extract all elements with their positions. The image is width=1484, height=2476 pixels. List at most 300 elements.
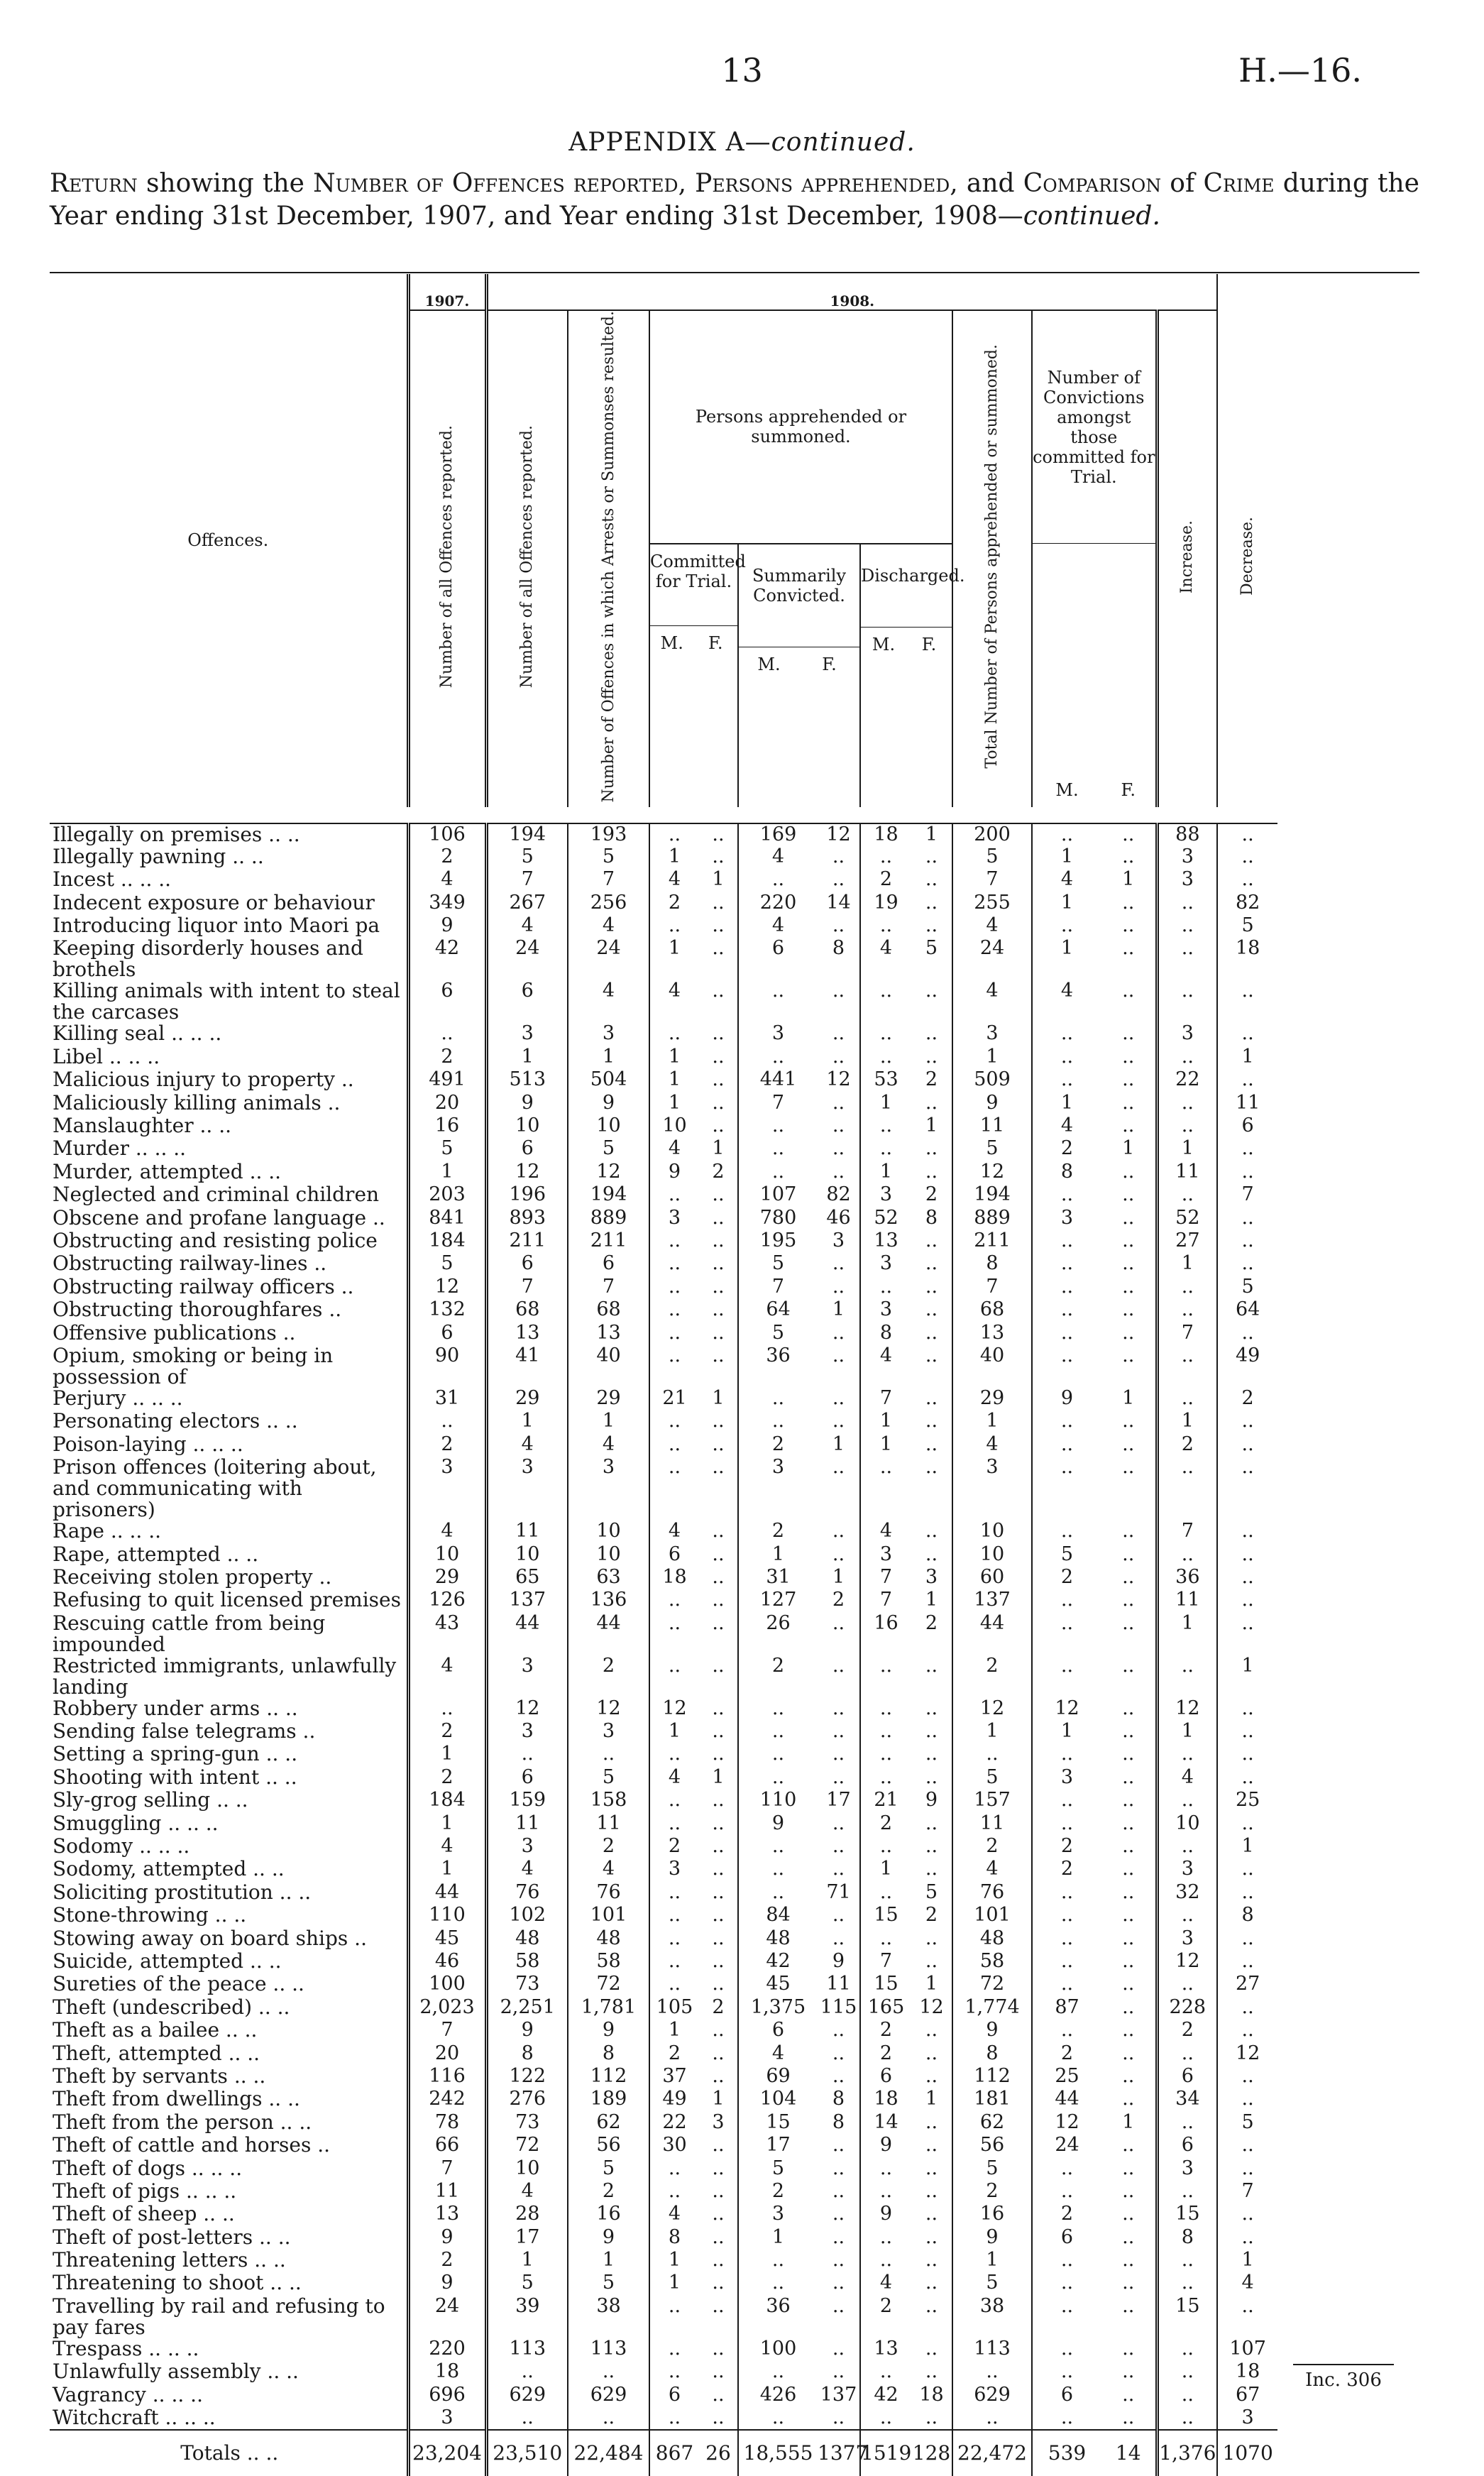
cell-value: .. xyxy=(860,1836,911,1858)
cell-value: 1 xyxy=(1217,2250,1277,2272)
cell-value: 184 xyxy=(408,1790,486,1812)
cell-value: 8 xyxy=(832,2110,845,2133)
cell-value: 1 xyxy=(1157,1253,1217,1276)
cell-value: .. xyxy=(1157,1544,1217,1567)
cell-value: 4 xyxy=(860,938,911,980)
cell-value: 4 xyxy=(568,1858,649,1881)
cell-value: 3 xyxy=(1157,1928,1217,1951)
cell-value: 107 xyxy=(738,1184,818,1207)
cell-value: .. xyxy=(925,2294,938,2317)
cell-value: 4 xyxy=(408,869,486,892)
cell-value: 10 xyxy=(952,1544,1032,1567)
offence-name: Unlawfully assembly .. .. xyxy=(53,2360,299,2384)
cell-value: 4 xyxy=(738,915,818,938)
offence-name: Sly-grog selling .. .. xyxy=(53,1788,248,1812)
cell-value: .. xyxy=(649,1951,699,1973)
cell-value: .. xyxy=(925,2203,938,2225)
cell-value: .. xyxy=(1122,2272,1135,2294)
cell-value: 4 xyxy=(408,1655,486,1698)
cell-value: .. xyxy=(925,1949,938,1972)
cell-value: 48 xyxy=(486,1928,568,1951)
table-row xyxy=(50,2361,1419,2384)
cell-value: 19 xyxy=(860,892,911,915)
table-row xyxy=(50,1951,1419,1973)
offence-name: Threatening letters .. .. xyxy=(53,2248,286,2272)
cell-value: .. xyxy=(832,1160,845,1183)
cell-value: .. xyxy=(832,2272,845,2294)
cell-value: 90 xyxy=(408,1345,486,1388)
cell-value: 3 xyxy=(860,1544,911,1567)
cell-value: .. xyxy=(925,845,938,867)
cell-value: 3 xyxy=(860,1299,911,1322)
cell-value: 16 xyxy=(860,1613,911,1655)
cell-value: 4 xyxy=(860,2272,911,2295)
cell-value: 3 xyxy=(860,1253,911,1276)
cell-value: 2 xyxy=(1032,1836,1101,1858)
cell-value: .. xyxy=(925,2360,938,2383)
cell-value: .. xyxy=(712,2203,725,2225)
header-conv-f: F. xyxy=(1101,544,1157,807)
cell-value: .. xyxy=(486,2361,568,2384)
cell-value: .. xyxy=(1157,1743,1217,1766)
cell-value: 1 xyxy=(925,823,938,845)
cell-value: .. xyxy=(1157,1046,1217,1069)
cell-value: 4 xyxy=(486,1434,568,1457)
table-row xyxy=(50,2043,1419,2066)
offence-name: Libel .. .. .. xyxy=(53,1044,160,1068)
cell-value: .. xyxy=(1217,2227,1277,2250)
cell-value: .. xyxy=(738,2407,818,2430)
cell-value: 1377 xyxy=(818,2430,860,2476)
table-row xyxy=(50,1858,1419,1881)
cell-value: 9 xyxy=(408,2227,486,2250)
cell-value: .. xyxy=(925,1022,938,1045)
cell-value: .. xyxy=(925,1091,938,1114)
offence-name: Theft of post-letters .. .. xyxy=(53,2225,291,2249)
cell-value: 5 xyxy=(1217,2112,1277,2135)
cell-value: 42 xyxy=(408,938,486,980)
cell-value: 1,774 xyxy=(952,1997,1032,2020)
cell-value: 3 xyxy=(568,1721,649,1743)
cell-value: 9 xyxy=(832,1949,845,1972)
cell-value: .. xyxy=(925,2272,938,2294)
cell-value: .. xyxy=(712,1344,725,1366)
return-heading: Return showing the Number of Offences reported, Persons apprehended, and Comparison of Crime during the Year ending 31st December, 1907, and Year ending 31st December, 1908—continued. xyxy=(50,169,1419,231)
cell-value: 1,781 xyxy=(568,1997,649,2020)
cell-value: .. xyxy=(1157,1345,1217,1388)
cell-value: .. xyxy=(649,1613,699,1655)
cell-value: 4 xyxy=(486,2181,568,2203)
offence-name: Murder .. .. .. xyxy=(53,1136,187,1161)
table-row xyxy=(50,1928,1419,1951)
cell-value: 1 xyxy=(712,868,725,891)
cell-value: .. xyxy=(1122,1022,1135,1045)
cell-value: .. xyxy=(860,2407,911,2430)
cell-value: .. xyxy=(1217,1253,1277,1276)
cell-value: .. xyxy=(832,1321,845,1344)
cell-value: .. xyxy=(712,1949,725,1972)
cell-value: 39 xyxy=(486,2296,568,2338)
cell-value: .. xyxy=(1157,2043,1217,2066)
cell-value: 10 xyxy=(1157,1813,1217,1836)
cell-value: .. xyxy=(832,2179,845,2202)
table-row xyxy=(50,869,1419,892)
cell-value: .. xyxy=(1217,1457,1277,1521)
cell-value: 220 xyxy=(408,2338,486,2361)
cell-value: 116 xyxy=(408,2066,486,2088)
cell-value: .. xyxy=(925,2225,938,2248)
cell-value: 2 xyxy=(568,1836,649,1858)
table-row xyxy=(50,892,1419,915)
cell-value: .. xyxy=(832,1137,845,1160)
cell-value: .. xyxy=(1032,1434,1101,1457)
offence-name: Offensive publications .. xyxy=(53,1320,296,1344)
cell-value: 14 xyxy=(1101,2430,1157,2476)
offence-name: Obstructing railway-lines .. xyxy=(53,1251,327,1276)
cell-value: .. xyxy=(860,1655,911,1698)
cell-value: .. xyxy=(1122,1344,1135,1366)
cell-value: 11 xyxy=(826,1973,851,1995)
cell-value: .. xyxy=(1122,2019,1135,2042)
cell-value: .. xyxy=(738,2272,818,2295)
cell-value: 23,510 xyxy=(486,2430,568,2476)
cell-value: .. xyxy=(1217,2135,1277,2157)
cell-value: 17 xyxy=(738,2135,818,2157)
cell-value: 84 xyxy=(738,1905,818,1927)
table-row xyxy=(50,1161,1419,1184)
offence-name: Obscene and profane language .. xyxy=(53,1205,385,1229)
cell-value: 4 xyxy=(649,1767,699,1790)
cell-value: 11 xyxy=(952,1115,1032,1138)
cell-value: .. xyxy=(1032,1069,1101,1092)
cell-value: 58 xyxy=(568,1951,649,1973)
cell-value: .. xyxy=(649,1905,699,1927)
table-row xyxy=(50,2407,1419,2430)
table-row xyxy=(50,1434,1419,1457)
cell-value: 11 xyxy=(1157,1161,1217,1184)
cell-value: .. xyxy=(1122,2360,1135,2383)
cell-value: 8 xyxy=(952,2043,1032,2066)
cell-value: 29 xyxy=(568,1388,649,1410)
cell-value: .. xyxy=(860,2361,911,2384)
cell-value: .. xyxy=(1122,1114,1135,1137)
offence-name: Murder, attempted .. .. xyxy=(53,1159,282,1183)
cell-value: .. xyxy=(1032,1521,1101,1543)
cell-value: 9 xyxy=(486,1092,568,1115)
cell-value: 194 xyxy=(952,1184,1032,1207)
cell-value: 7 xyxy=(860,1388,911,1410)
table-row xyxy=(50,2020,1419,2042)
cell-value: .. xyxy=(712,1858,725,1880)
cell-value: .. xyxy=(1157,1299,1217,1322)
cell-value: .. xyxy=(925,2019,938,2042)
cell-value: 30 xyxy=(649,2135,699,2157)
cell-value: 276 xyxy=(486,2088,568,2111)
offence-name: Opium, smoking or being in possession of xyxy=(53,1343,334,1388)
cell-value: 1 xyxy=(1217,1655,1277,1698)
offence-name: Killing animals with intent to steal the carcases xyxy=(53,979,400,1024)
table-row xyxy=(50,1790,1419,1812)
offence-name: Maliciously killing animals .. xyxy=(53,1090,341,1114)
cell-value: 4 xyxy=(1032,1115,1101,1138)
cell-value: .. xyxy=(832,1611,845,1634)
offence-name: Sureties of the peace .. .. xyxy=(53,1972,304,1996)
cell-value: .. xyxy=(832,1743,845,1765)
cell-value: 68 xyxy=(568,1299,649,1322)
cell-value: .. xyxy=(649,2158,699,2181)
cell-value: 46 xyxy=(408,1951,486,1973)
cell-value: 2 xyxy=(408,1046,486,1069)
cell-value: 8 xyxy=(568,2043,649,2066)
cell-value: .. xyxy=(832,2360,845,2383)
cell-value: 255 xyxy=(952,892,1032,915)
cell-value: 20 xyxy=(408,1092,486,1115)
cell-value: 8 xyxy=(486,2043,568,2066)
cell-value: 18 xyxy=(919,2383,944,2406)
cell-value: 3 xyxy=(1032,1207,1101,1230)
cell-value: 7 xyxy=(952,869,1032,892)
cell-value: 3 xyxy=(408,1457,486,1521)
cell-value: .. xyxy=(1032,1973,1101,1996)
cell-value: .. xyxy=(1032,1253,1101,1276)
table-row xyxy=(50,1138,1419,1161)
cell-value: 15 xyxy=(1157,2203,1217,2226)
cell-value: 3 xyxy=(486,1721,568,1743)
cell-value: 1 xyxy=(925,1973,938,1995)
cell-value: .. xyxy=(408,1023,486,1046)
offence-name: Personating electors .. .. xyxy=(53,1409,298,1433)
cell-value: .. xyxy=(832,1275,845,1298)
cell-value: .. xyxy=(712,1789,725,1812)
cell-value: .. xyxy=(738,1698,818,1721)
cell-value: .. xyxy=(860,2181,911,2203)
cell-value: 5 xyxy=(952,846,1032,869)
cell-value: 5 xyxy=(952,2272,1032,2295)
cell-value: 18 xyxy=(1217,938,1277,980)
cell-value: 2 xyxy=(649,2043,699,2066)
cell-value: 181 xyxy=(952,2088,1032,2111)
cell-value: 88 xyxy=(1157,823,1217,846)
cell-value: 9 xyxy=(408,2272,486,2295)
cell-value: 15 xyxy=(738,2112,818,2135)
cell-value: .. xyxy=(649,1299,699,1322)
cell-value: 2 xyxy=(1032,1858,1101,1881)
cell-value: 2 xyxy=(568,2181,649,2203)
table-row xyxy=(50,2250,1419,2272)
header-discharged: Discharged. M. F. xyxy=(860,544,952,807)
cell-value: 8 xyxy=(925,1206,938,1229)
cell-value: .. xyxy=(1157,915,1217,938)
cell-value: 3 xyxy=(486,1023,568,1046)
cell-value: .. xyxy=(1217,1951,1277,1973)
cell-value: 48 xyxy=(738,1928,818,1951)
table-row xyxy=(50,2338,1419,2361)
cell-value: .. xyxy=(1217,1567,1277,1589)
cell-value: .. xyxy=(649,1322,699,1345)
cell-value: 11 xyxy=(408,2181,486,2203)
cell-value: .. xyxy=(832,1410,845,1433)
cell-value: .. xyxy=(1157,1790,1217,1812)
cell-value: 12 xyxy=(1157,1951,1217,1973)
cell-value: .. xyxy=(738,1388,818,1410)
cell-value: .. xyxy=(925,1386,938,1409)
cell-value: 1 xyxy=(568,1410,649,1433)
cell-value: 1 xyxy=(832,1433,845,1455)
cell-value: 1 xyxy=(952,1721,1032,1743)
cell-value: .. xyxy=(568,2407,649,2430)
cell-value: .. xyxy=(1122,2157,1135,2179)
cell-value: .. xyxy=(1217,869,1277,892)
cell-value: 189 xyxy=(568,2088,649,2111)
cell-value: .. xyxy=(1122,1206,1135,1229)
cell-value: .. xyxy=(1032,1230,1101,1253)
cell-value: .. xyxy=(738,1858,818,1881)
cell-value: .. xyxy=(1122,891,1135,914)
cell-value: 22,472 xyxy=(952,2430,1032,2476)
cell-value: 203 xyxy=(408,1184,486,1207)
cell-value: 82 xyxy=(826,1183,851,1206)
table-row xyxy=(50,1521,1419,1543)
cell-value: 1,375 xyxy=(738,1997,818,2020)
cell-value: 72 xyxy=(486,2135,568,2157)
cell-value: .. xyxy=(712,2064,725,2087)
cell-value: 267 xyxy=(486,892,568,915)
cell-value: .. xyxy=(925,2134,938,2157)
cell-value: 1 xyxy=(738,1544,818,1567)
header-decrease: Decrease. xyxy=(1238,517,1257,596)
cell-value: 6 xyxy=(649,1544,699,1567)
cell-value: 4 xyxy=(486,915,568,938)
cell-value: .. xyxy=(925,891,938,914)
cell-value: .. xyxy=(1122,823,1135,845)
cell-value: .. xyxy=(712,937,725,960)
cell-value: 46 xyxy=(826,1206,851,1229)
header-summarily: Summarily Convicted. M. F. xyxy=(738,544,860,807)
cell-value: 2 xyxy=(860,2020,911,2042)
cell-value: .. xyxy=(1217,2158,1277,2181)
cell-value: .. xyxy=(860,1767,911,1790)
table-row xyxy=(50,2227,1419,2250)
cell-value: 24 xyxy=(952,938,1032,980)
cell-value: 8 xyxy=(1032,1161,1101,1184)
cell-value: 1519 xyxy=(860,2430,911,2476)
cell-value: .. xyxy=(712,2337,725,2360)
cell-value: .. xyxy=(1122,1654,1135,1677)
cell-value: .. xyxy=(712,2157,725,2179)
offence-name: Robbery under arms .. .. xyxy=(53,1696,298,1720)
cell-value: .. xyxy=(925,2042,938,2064)
cell-value: 426 xyxy=(738,2384,818,2407)
cell-value: .. xyxy=(1032,1589,1101,1612)
cell-value: .. xyxy=(1217,1023,1277,1046)
cell-value: .. xyxy=(1032,2250,1101,2272)
cell-value: .. xyxy=(860,980,911,1023)
cell-value: .. xyxy=(1122,1858,1135,1880)
cell-value: .. xyxy=(925,1743,938,1765)
cell-value: .. xyxy=(1157,892,1217,915)
cell-value: .. xyxy=(952,2361,1032,2384)
cell-value: .. xyxy=(1157,938,1217,980)
cell-value: .. xyxy=(1217,2020,1277,2042)
cell-value: .. xyxy=(1122,1904,1135,1927)
cell-value: .. xyxy=(712,1114,725,1137)
cell-value: 1 xyxy=(408,1161,486,1184)
header-1907: 1907. xyxy=(408,274,486,310)
cell-value: 1 xyxy=(1032,892,1101,915)
cell-value: 17 xyxy=(486,2227,568,2250)
cell-value: .. xyxy=(1217,1698,1277,1721)
offence-name: Sodomy .. .. .. xyxy=(53,1834,190,1858)
table-row xyxy=(50,1322,1419,1345)
cell-value: 4 xyxy=(952,1434,1032,1457)
table-row xyxy=(50,1345,1419,1388)
cell-value: 2 xyxy=(1032,2043,1101,2066)
cell-value: 3 xyxy=(860,1184,911,1207)
cell-value: 1,376 xyxy=(1157,2430,1217,2476)
cell-value: .. xyxy=(712,1091,725,1114)
cell-value: 7 xyxy=(568,869,649,892)
cell-value: 6 xyxy=(1032,2384,1101,2407)
cell-value: 58 xyxy=(486,1951,568,1973)
cell-value: 3 xyxy=(649,1207,699,1230)
cell-value: 1 xyxy=(952,1046,1032,1069)
cell-value: .. xyxy=(1032,2181,1101,2203)
cell-value: .. xyxy=(1122,1789,1135,1812)
cell-value: .. xyxy=(1217,1161,1277,1184)
cell-value: .. xyxy=(649,1434,699,1457)
cell-value: 100 xyxy=(408,1973,486,1996)
cell-value: .. xyxy=(832,1765,845,1788)
cell-value: 52 xyxy=(860,1207,911,1230)
cell-value: 7 xyxy=(408,2020,486,2042)
cell-value: 1 xyxy=(1157,1410,1217,1433)
cell-value: 2 xyxy=(408,1434,486,1457)
cell-value: .. xyxy=(925,2406,938,2429)
cell-value: 2 xyxy=(1032,1567,1101,1589)
cell-value: .. xyxy=(649,1882,699,1905)
cell-value: 82 xyxy=(1217,892,1277,915)
cell-value: .. xyxy=(925,1654,938,1677)
cell-value: 43 xyxy=(408,1613,486,1655)
cell-value: 1 xyxy=(860,1161,911,1184)
cell-value: 18 xyxy=(860,823,911,846)
cell-value: 1 xyxy=(1032,846,1101,869)
cell-value: .. xyxy=(832,1720,845,1743)
cell-value: .. xyxy=(712,2225,725,2248)
cell-value: .. xyxy=(1032,1345,1101,1388)
table-row xyxy=(50,1388,1419,1410)
cell-value: 1 xyxy=(1157,1613,1217,1655)
cell-value: 1 xyxy=(649,1046,699,1069)
cell-value: 6 xyxy=(486,1253,568,1276)
cell-value: 72 xyxy=(568,1973,649,1996)
cell-value: 2 xyxy=(860,2296,911,2338)
cell-value: 1 xyxy=(649,2250,699,2272)
cell-value: 1 xyxy=(860,1858,911,1881)
cell-value: 867 xyxy=(649,2430,699,2476)
table-row xyxy=(50,1721,1419,1743)
cell-value: .. xyxy=(1122,2134,1135,2157)
cell-value: .. xyxy=(832,845,845,867)
cell-value: .. xyxy=(832,1386,845,1409)
cell-value: .. xyxy=(832,2337,845,2360)
cell-value: 137 xyxy=(820,2383,857,2406)
cell-value: 1 xyxy=(738,2227,818,2250)
cell-value: .. xyxy=(1122,1433,1135,1455)
table-row xyxy=(50,1973,1419,1996)
cell-value: 11 xyxy=(952,1813,1032,1836)
cell-value: 23,204 xyxy=(408,2430,486,2476)
